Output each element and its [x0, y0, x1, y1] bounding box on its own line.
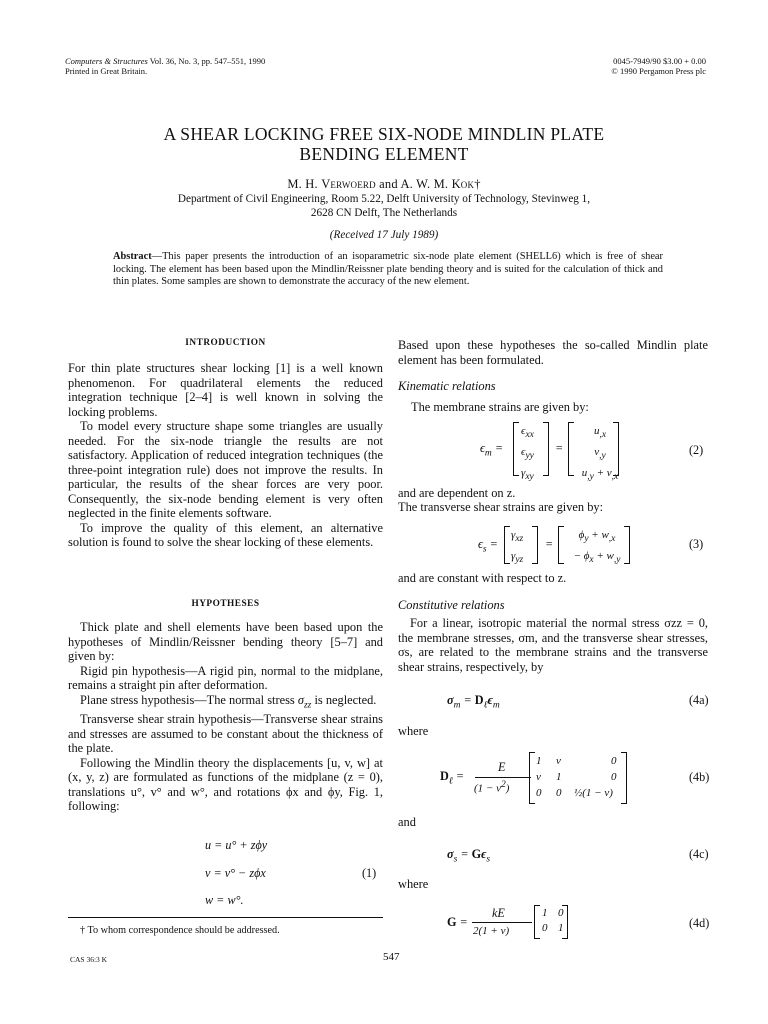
kinematic-relations-heading: Kinematic relations [398, 379, 496, 393]
price-code: 0045-7949/90 $3.00 + 0.00 [613, 56, 706, 66]
footer-code: CAS 36:3 K [70, 955, 108, 964]
author-2-name: Kok [451, 177, 475, 191]
hyp-paragraph-1: Thick plate and shell elements have been based upon the hypotheses of Mindlin/Reissner bending theory [5–7] and given by: [68, 620, 383, 663]
sigma-symbol: σ [297, 692, 304, 707]
abstract [113, 251, 663, 289]
eq4a-expression: $\sigma_m = D_\ell\epsilon_m$ [447, 693, 500, 711]
eq4c-expression: $\sigma_s = G\epsilon_s$ [447, 847, 491, 865]
journal-name: Computers & Structures [65, 56, 148, 66]
author-2-initials: A. W. M. [400, 177, 452, 191]
eq1-line-1: u = u° + zϕy [205, 838, 268, 852]
paper-title [0, 124, 768, 164]
title-line-2: BENDING ELEMENT [299, 144, 469, 164]
title-line-1: A SHEAR LOCKING FREE SIX-NODE MINDLIN PLATE [163, 124, 605, 144]
eq4b-expression: $D_\ell$ = E $(1 - v^2)$ 1 v 0 v 1 0 0 0 ½(1 − v) [440, 750, 640, 806]
where-label-1: where [398, 724, 429, 738]
hypotheses-heading: HYPOTHESES [191, 599, 260, 609]
dagger-mark: † [474, 177, 481, 191]
eq4b-number: (4b) [689, 770, 710, 784]
eq1-line-3: w = w°. [205, 893, 244, 907]
journal-header [65, 56, 265, 76]
right-paragraph-1: Based upon these hypotheses the so-called Mindlin plate element has been formulated. [398, 338, 708, 367]
intro-paragraph-3: To improve the quality of this element, an alternative solution is found to solve the shear locking of these elements. [68, 520, 383, 549]
introduction-heading: INTRODUCTION [185, 338, 266, 348]
constitutive-relations-heading: Constitutive relations [398, 598, 505, 612]
hyp-paragraph-5: Following the Mindlin theory the displacements [u, v, w] at (x, y, z) are formulated as functions of the midplane (z = 0), translations u°, v° and w°, and rotations ϕx and ϕy, Fig. 1, following: [68, 755, 383, 814]
footnote: † To whom correspondence should be addressed. [80, 925, 280, 936]
zz-subscript: zz [303, 699, 312, 710]
copyright-header [611, 56, 706, 76]
right-paragraph-3: and are dependent on z. [398, 486, 516, 500]
hypotheses-body [68, 620, 383, 814]
copyright: © 1990 Pergamon Press plc [611, 66, 706, 76]
received-date: (Received 17 July 1989) [329, 229, 439, 241]
and-label: and [398, 815, 416, 829]
right-paragraph-5: and are constant with respect to z. [398, 571, 567, 585]
introduction-body [68, 361, 383, 550]
author-1-name: Verwoerd [321, 177, 376, 191]
affiliation [0, 193, 768, 220]
footnote-rule [68, 917, 383, 918]
hyp-paragraph-2: Rigid pin hypothesis—A rigid pin, normal to the midplane, remains a straight pin after deformation. [68, 663, 383, 692]
eq4d-number: (4d) [689, 916, 710, 930]
eq1-number: (1) [362, 866, 377, 880]
authors-and: and [375, 177, 401, 191]
hyp-paragraph-3 [68, 693, 383, 713]
affiliation-line-1: Department of Civil Engineering, Room 5.22, Delft University of Technology, Stevinweg 1, [177, 193, 591, 205]
right-paragraph-2: The membrane strains are given by: [411, 400, 589, 414]
hyp-p3-text: Plane stress hypothesis—The normal stress [80, 692, 298, 707]
abstract-label: Abstract [113, 251, 152, 262]
right-paragraph-4: The transverse shear strains are given by: [398, 500, 604, 514]
hyp-p3-end: is neglected. [311, 692, 377, 707]
eq4d-expression: G = kE 2(1 + v) 1 0 0 1 [447, 903, 647, 943]
intro-paragraph-1: For thin plate structures shear locking [1] is a well known phenomenon. For quadrilateral elements the reduced integration technique [2–4] is well known in solving the locking problems. [68, 361, 383, 419]
authors [0, 177, 768, 192]
journal-citation: Vol. 36, No. 3, pp. 547–551, 1990 [147, 56, 266, 66]
eq1-line-2: v = v° − zϕx [205, 866, 266, 880]
right-paragraph-6: For a linear, isotropic material the normal stress σzz = 0, the membrane stresses, σm, and the transverse shear stresses, σs, are related to the membrane strains and the transverse shear strains, respectively, by [398, 616, 708, 674]
eq3-number: (3) [689, 537, 704, 551]
where-label-2: where [398, 877, 429, 891]
author-1-initials: M. H. [287, 177, 322, 191]
eq4c-number: (4c) [689, 847, 709, 861]
page-number: 547 [383, 951, 400, 963]
abstract-text: —This paper presents the introduction of an isoparametric six-node plate element (SHELL6) which is free of shear locking. The element has been based upon the Mindlin/Reissner plate bending theory and is suited for the calculation of thick and thin plates. Some samples are shown to demonstrate the accuracy of the new element. [113, 251, 663, 288]
hyp-paragraph-4: Transverse shear strain hypothesis—Transverse shear strains and stresses are assumed to be constant about the thickness of the plate. [68, 712, 383, 756]
intro-paragraph-2: To model every structure shape some triangles are usually needed. For the six-node triangle the results are not satisfactory. Application of reduced integration techniques (the three-point integration rule) does not improve the results. In particular, the results of the shear forces are very poor. Consequently, the six-node bending element is very often neglected in the finite elements software. [68, 419, 383, 520]
eq2-number: (2) [689, 443, 704, 457]
eq3-expression: $\epsilon_s$ = $\gamma_{xz}$ $\gamma_{yz}$ = $\phi_y + w_{,x}$ − $\phi_x + w_{,y}$ [478, 524, 678, 566]
affiliation-line-2: 2628 CN Delft, The Netherlands [310, 206, 458, 219]
eq2-expression: $\epsilon_m$ = $\epsilon_{xx}$ $\epsilon_{yy}$ $\gamma_{xy}$ = $u_{,x}$ $v_{,y}$ $u_{,y} + v_{,x}$ [480, 420, 680, 478]
printed-in: Printed in Great Britain. [65, 66, 148, 76]
eq4a-number: (4a) [689, 693, 709, 707]
